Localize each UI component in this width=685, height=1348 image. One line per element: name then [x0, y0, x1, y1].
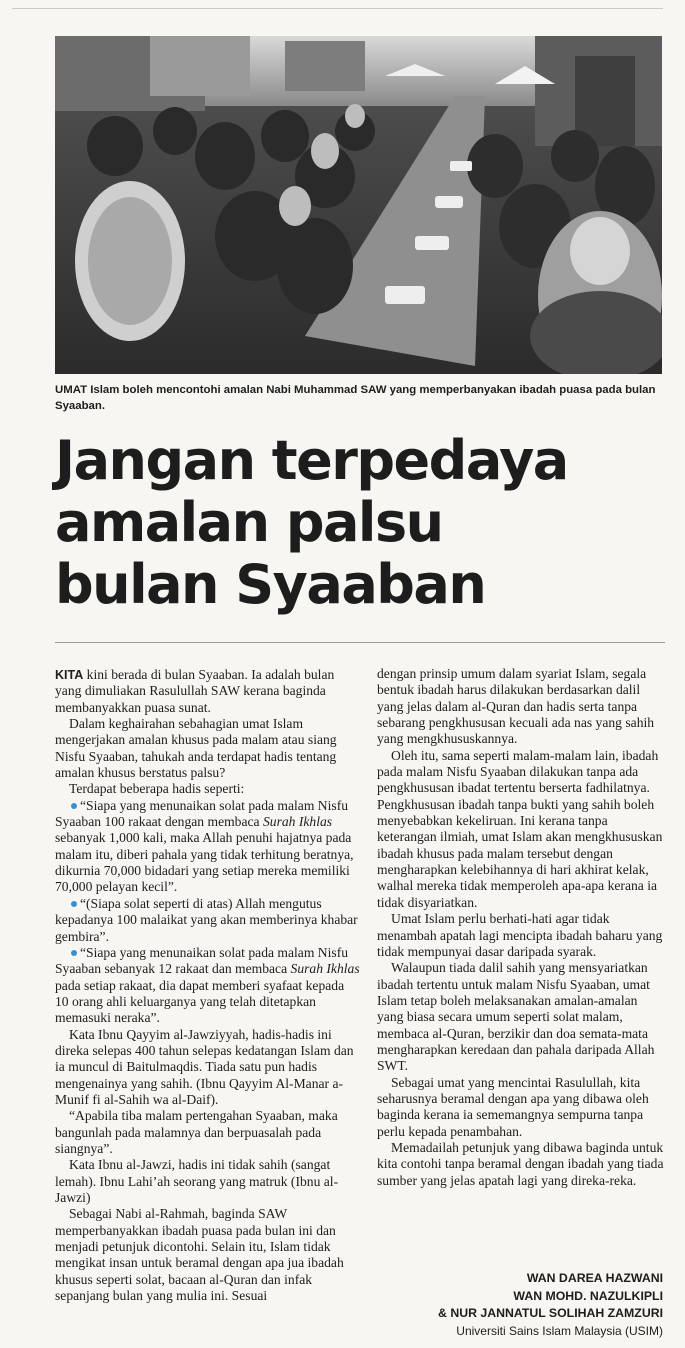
article-paragraph: Terdapat beberapa hadis seperti: [69, 781, 245, 797]
article-kicker: KITA [55, 668, 84, 682]
author-name: WAN MOHD. NAZULKIPLI [513, 1288, 663, 1303]
bullet-text: “Siapa yang menunaikan solat pada malam Nisfu Syaaban 100 rakaat dengan membaca [55, 797, 349, 830]
article-paragraph: Walaupun tiada dalil sahih yang mensyariatkan ibadah tertentu untuk malam Nisfu Syaaban, umat Islam tetap boleh melaksanakan amalan-amalan yang biasa secara umum seperti solat malam, membaca al-Quran, berzikir dan doa semata-mata mengharapkan keredaan dan pahala daripada Allah SWT. [377, 960, 655, 1074]
article-paragraph: Memadailah petunjuk yang dibawa baginda untuk kita contohi tanpa beramal dengan ibadah yang tiada sumber yang jelas apatah lagi yang direka-reka. [377, 1139, 664, 1188]
headline-line-1: Jangan terpedaya [55, 429, 568, 492]
caption-text: Islam boleh mencontohi amalan Nabi Muhammad SAW yang memperbanyakan ibadah puasa pada bulan Syaaban. [55, 384, 656, 412]
bullet-dot-icon [71, 803, 77, 809]
headline-line-3: bulan Syaaban [55, 553, 486, 616]
article-paragraph: “Apabila tiba malam pertengahan Syaaban, maka bangunlah pada malamnya dan berpuasalah pada siangnya”. [55, 1108, 338, 1156]
article-paragraph: Sebagai Nabi al-Rahmah, baginda SAW memperbanyakkan ibadah puasa pada bulan ini dan menjadi petunjuk dicontohi. Selain itu, Islam tidak mengikat insan untuk beramal dengan apa jua ibadah khusus seperti solat, bacaan al-Quran dan infak sepanjang bulan yang mulia ini. Sesuai [55, 1206, 344, 1304]
news-photo [55, 36, 662, 374]
headline-line-2: amalan palsu [55, 491, 443, 554]
hadith-bullet [55, 896, 360, 945]
bullet-text: “(Siapa solat seperti di atas) Allah mengutus kepadanya 100 malaikat yang akan memberinya khabar gembira”. [55, 895, 358, 944]
article-column-left [55, 667, 360, 1304]
article-paragraph: Umat Islam perlu berhati-hati agar tidak menambah apatah lagi mencipta ibadah baharu yang tidak mempunyai dasar daripada syarak. [377, 911, 663, 959]
hadith-bullet [55, 945, 360, 1027]
author-name: WAN DAREA HAZWANI [526, 1271, 663, 1285]
bullet-text: “Siapa yang menunaikan solat pada malam Nisfu Syaaban sebanyak 12 rakaat dan membaca [55, 944, 349, 977]
author-institution: Universiti Sains Islam Malaysia (USIM) [456, 1323, 663, 1338]
article-paragraph: dengan prinsip umum dalam syariat Islam, segala bentuk ibadah harus dilakukan berdasarkan dalil yang jelas dalam al-Quran dan hadis serta tanpa sebarang pengkhususan kecuali ada nas yang sahih yang mengkhususkannya. [377, 666, 655, 747]
byline [438, 1270, 663, 1340]
bullet-text: pada setiap rakaat, dia dapat memberi syafaat kepada 10 orang ahli keluarganya yang telah ditetapkan memasuki neraka”. [55, 977, 345, 1026]
photo-caption [55, 382, 665, 414]
bullet-text: sebanyak 1,000 kali, maka Allah penuhi hajatnya pada malam itu, diberi pahala yang tidak terhitung beratnya, dikurnia 70,000 bidadari yang setiap mereka memiliki 70,000 pelayan kecil”. [55, 830, 354, 895]
photo-illustration [55, 36, 662, 374]
article-paragraph: Oleh itu, sama seperti malam-malam lain, ibadah pada malam Nisfu Syaaban dilakukan tanpa ada pengkhususan ibadat tertentu berserta fadhilatnya. Pengkhususan ibadah tanpa bukti yang sahih boleh menyebabkan kekeliruan. Ini kerana tanpa keterangan ilmiah, umat Islam akan mengkhususkan ibadah khusus pada malam tersebut dengan mengharapkan kelebihannya di hari akhirat kelak, walhal mereka tidak memperoleh apa-apa kerana ia tidak disyariatkan. [377, 747, 663, 910]
article-paragraph: Kata Ibnu al-Jawzi, hadis ini tidak sahih (sangat lemah). Ibnu Lahi’ah seorang yang matruk (Ibnu al-Jawzi) [55, 1157, 339, 1205]
author-name: & NUR JANNATUL SOLIHAH ZAMZURI [438, 1306, 663, 1320]
article-paragraph: Dalam keghairahan sebahagian umat Islam mengerjakan amalan khusus pada malam atau siang Nisfu Syaaban, tahukah anda terdapat hadis tentang amalan khusus berstatus palsu? [55, 716, 337, 781]
headline [55, 430, 665, 616]
article-column-right [377, 666, 665, 1189]
bullet-dot-icon [71, 901, 77, 907]
article-paragraph [55, 667, 360, 716]
headline-rule [55, 642, 665, 643]
bullet-dot-icon [71, 950, 77, 956]
article-paragraph: Kata Ibnu Qayyim al-Jawziyyah, hadis-hadis ini direka selepas 400 tahun selepas kedatangan Islam dan ia muncul di Baitulmaqdis. Tiada satu pun hadis mengenainya yang sahih. (Ibnu Qayyim Al-Manar a-Munif fi al-Sahih wa al-Daif). [55, 1026, 354, 1107]
bullet-italic: Surah Ikhlas [290, 961, 360, 977]
article-paragraph: Sebagai umat yang mencintai Rasulullah, kita seharusnya beramal dengan apa yang dibawa oleh baginda kerana ia sememangnya sempurna tanpa perlu kepada penambahan. [377, 1074, 649, 1139]
caption-lead: UMAT [55, 384, 88, 396]
hadith-bullet [55, 798, 360, 896]
paragraph-text: kini berada di bulan Syaaban. Ia adalah bulan yang dimuliakan Rasulullah SAW kerana baginda membanyakkan puasa sunat. [55, 667, 335, 715]
bullet-italic: Surah Ikhlas [262, 814, 333, 830]
top-rule [12, 8, 663, 9]
